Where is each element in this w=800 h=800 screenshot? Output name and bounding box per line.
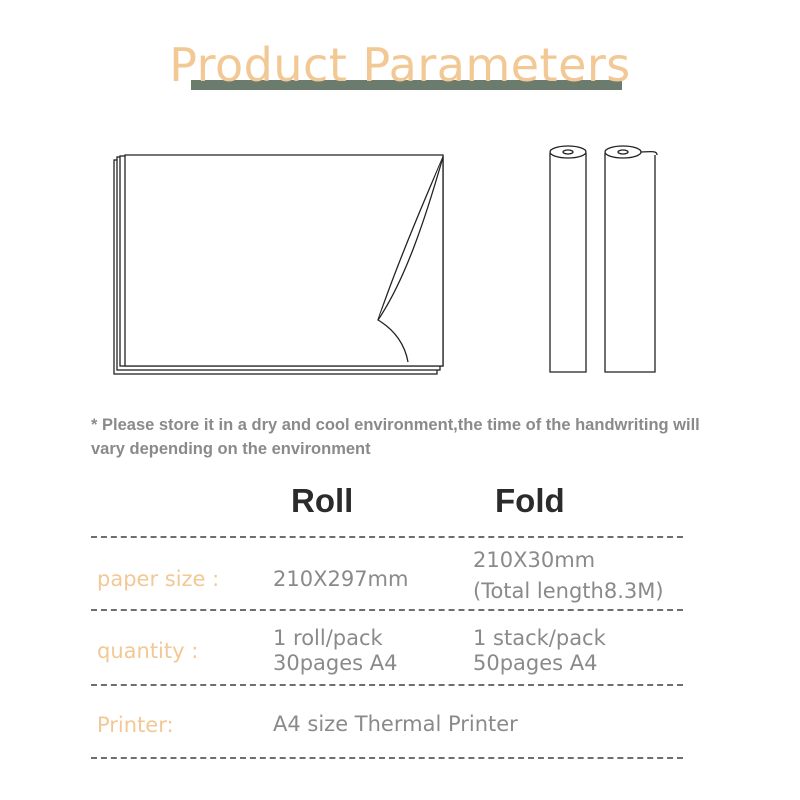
paper-roll-icon <box>550 146 657 372</box>
paper-stack-icon <box>114 155 443 374</box>
quantity-label: quantity : <box>97 639 199 663</box>
divider <box>91 536 683 538</box>
quantity-roll-line1: 1 roll/pack <box>273 626 383 650</box>
printer-label: Printer: <box>97 713 174 737</box>
paper-size-fold-line1: 210X30mm <box>473 548 596 572</box>
quantity-fold-line1: 1 stack/pack <box>473 626 606 650</box>
divider <box>91 684 683 686</box>
printer-value: A4 size Thermal Printer <box>273 712 518 736</box>
paper-size-roll: 210X297mm <box>273 567 409 591</box>
column-header-roll: Roll <box>291 482 354 519</box>
paper-size-fold-line2: (Total length8.3M) <box>473 579 664 603</box>
divider <box>91 609 683 611</box>
divider <box>91 757 683 759</box>
quantity-fold-line2: 50pages A4 <box>473 651 598 675</box>
column-header-fold: Fold <box>495 482 565 519</box>
quantity-roll-line2: 30pages A4 <box>273 651 398 675</box>
page-title: Product Parameters <box>169 38 631 92</box>
storage-note: * Please store it in a dry and cool environment,the time of the handwriting will vary depending on the environment <box>91 416 700 458</box>
paper-size-label: paper size : <box>97 567 220 591</box>
